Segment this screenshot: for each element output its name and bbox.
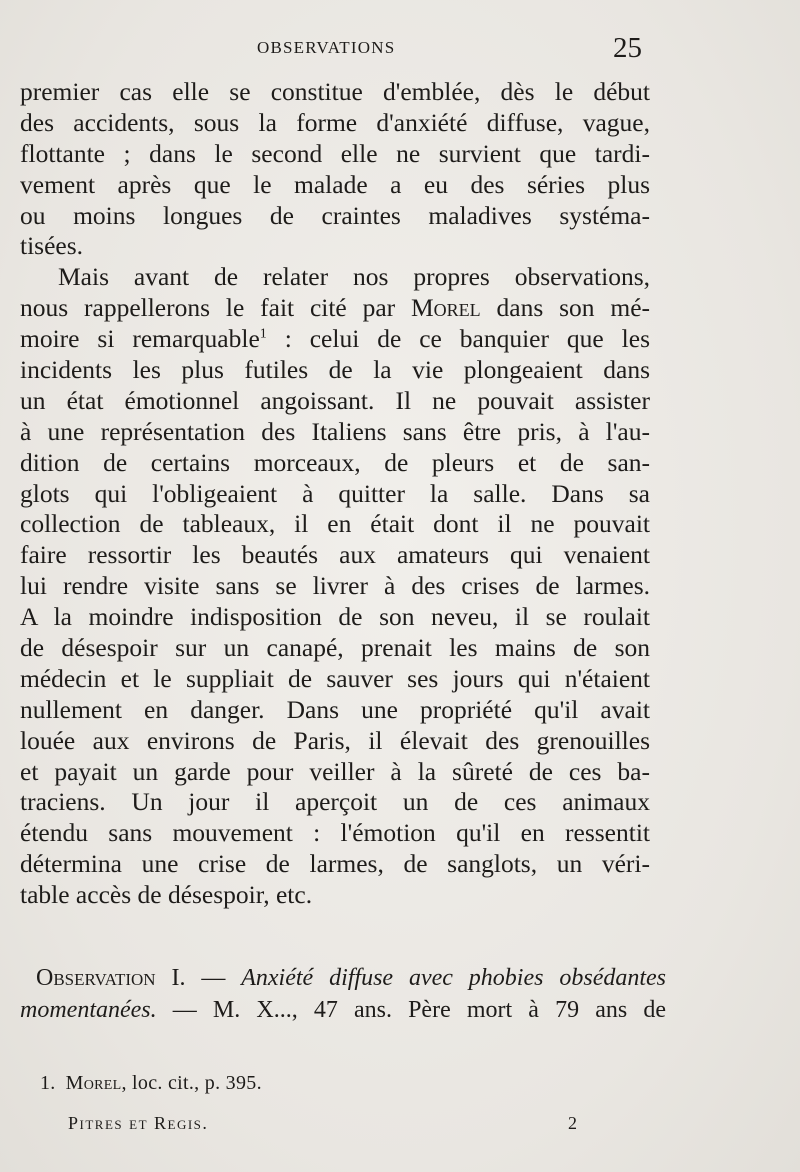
text-line: vement après que le malade a eu des séries plus [20,169,650,199]
observation-title: momentanées. [20,997,157,1023]
text-line: faire ressortir les beautés aux amateurs qui venaient [20,540,650,570]
text-line: collection de tableaux, il en était dont il ne pouvait [20,509,650,539]
text-line: Mais avant de relater nos propres observations, [58,262,650,292]
text-line: à une représentation des Italiens sans être pris, à l'au- [20,416,650,446]
footnote [40,1072,262,1095]
observation-label: Observation I. [36,965,186,991]
footnote-reference-text: , loc. cit., p. 395. [121,1072,262,1094]
observation-heading [20,962,666,1026]
text-fragment: — [185,965,242,991]
text-line: de désespoir sur un canapé, prenait les mains de son [20,633,650,663]
text-fragment: : celui de ce banquier que les [266,324,650,354]
text-line: flottante ; dans le second elle ne survient que tardi- [20,138,650,168]
page-number: 25 [613,32,642,64]
text-line: premier cas elle se constitue d'emblée, dès le début [20,77,650,106]
footnote-number: 1. [40,1072,56,1094]
text-fragment: dans son mé- [480,293,651,323]
text-line: dition de certains morceaux, de pleurs et de san- [20,447,650,477]
text-line: A la moindre indisposition de son neveu, il se roulait [20,602,650,632]
text-line: étendu sans mouvement : l'émotion qu'il en ressentit [20,818,650,848]
text-line: des accidents, sous la forme d'anxiété diffuse, vague, [20,107,650,137]
text-line: et payait un garde pour veiller à la sûreté de ces ba- [20,756,650,786]
footnote-reference: 1 [259,326,267,342]
signature-mark: 2 [568,1113,577,1133]
text-line: louée aux environs de Paris, il élevait des grenouilles [20,725,650,755]
text-fragment: — M. X..., 47 ans. Père mort à 79 ans de [156,997,666,1023]
text-line: glots qui l'obligeaient à quitter la salle. Dans sa [20,478,650,508]
text-line: table accès de désespoir, etc. [20,880,313,910]
observation-line [20,994,666,1026]
text-line: traciens. Un jour il aperçoit un de ces animaux [20,787,650,817]
observation-title: Anxiété diffuse avec phobies obsédantes [241,965,667,991]
text-line [20,293,650,324]
author-name: Morel [411,293,481,323]
text-fragment: moire si remarquable [20,324,260,354]
text-line [20,324,650,355]
text-fragment: nous rappellerons le fait cité par [20,293,411,323]
text-line: nullement en danger. Dans une propriété qu'il avait [20,694,650,724]
text-line: détermina une crise de larmes, de sanglots, un véri- [20,849,650,879]
running-head: OBSERVATIONS [257,38,396,57]
printer-signature: Pitres et Regis. [68,1113,209,1133]
text-line: incidents les plus futiles de la vie plongeaient dans [20,355,650,385]
page-header [0,34,800,64]
text-line: médecin et le suppliait de sauver ses jours qui n'étaient [20,663,650,693]
text-line: lui rendre visite sans se livrer à des crises de larmes. [20,571,650,601]
text-line: tisées. [20,231,84,261]
text-line: un état émotionnel angoissant. Il ne pouvait assister [20,385,650,415]
text-line: ou moins longues de craintes maladives systéma- [20,200,650,230]
body-text [20,77,650,911]
footnote-author: Morel [65,1072,122,1094]
observation-line [20,962,666,994]
